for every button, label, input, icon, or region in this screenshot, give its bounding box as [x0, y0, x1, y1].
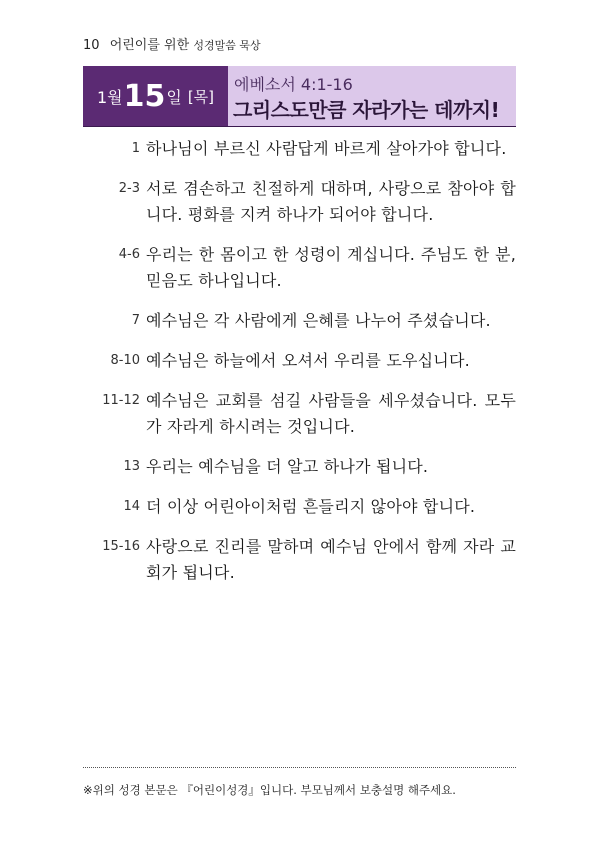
passage-reference: 에베소서 4:1-16: [234, 75, 353, 94]
book-title: 어린이를 위한: [109, 38, 190, 53]
verse-text: 우리는 한 몸이고 한 성령이 계십니다. 주님도 한 분, 믿음도 하나입니다.: [146, 245, 516, 290]
footnote: ※위의 성경 본문은 『어린이성경』입니다. 부모님께서 보충설명 해주세요.: [83, 783, 456, 797]
verse-number: 14: [123, 499, 140, 514]
verse-number: 11-12: [102, 393, 140, 408]
verse-text: 우리는 예수님을 더 알고 하나가 됩니다.: [146, 457, 429, 476]
passage-title: 그리스도만큼 자라가는 데까지!: [233, 98, 500, 122]
title-box: [228, 66, 516, 126]
verse-number: 13: [123, 459, 140, 474]
date-day-unit: 일: [166, 87, 182, 107]
verse-text: 사랑으로 진리를 말하며 예수님 안에서 함께 자라 교회가 됩니다.: [146, 537, 516, 582]
verse-item: [83, 308, 516, 334]
verse-number: 8-10: [110, 353, 140, 368]
verse-item: [83, 494, 516, 520]
date-day: 15: [123, 78, 166, 114]
verse-item: [83, 348, 516, 374]
date-month: 1월: [96, 87, 123, 107]
verse-list: [83, 136, 516, 600]
verse-item: [83, 454, 516, 480]
verse-number: 1: [131, 141, 140, 156]
page-number: 10: [83, 38, 100, 53]
devotion-header: [83, 66, 516, 127]
verse-text: 예수님은 각 사람에게 은혜를 나누어 주셨습니다.: [146, 311, 491, 330]
date-weekday: [목]: [187, 87, 215, 106]
verse-text: 하나님이 부르신 사람답게 바르게 살아가야 합니다.: [146, 139, 507, 158]
verse-item: [83, 388, 516, 440]
verse-item: [83, 176, 516, 228]
verse-text: 예수님은 교회를 섬길 사람들을 세우셨습니다. 모두가 자라게 하시려는 것입니다.: [146, 391, 516, 436]
verse-item: [83, 136, 516, 162]
verse-text: 서로 겸손하고 친절하게 대하며, 사랑으로 참아야 합니다. 평화를 지켜 하나가 되어야 합니다.: [146, 179, 516, 224]
verse-number: 2-3: [118, 181, 140, 196]
verse-item: [83, 242, 516, 294]
footer-divider: [83, 767, 516, 768]
verse-number: 15-16: [102, 539, 140, 554]
date-box: [83, 66, 228, 126]
verse-number: 7: [131, 313, 140, 328]
verse-number: 4-6: [118, 247, 140, 262]
verse-item: [83, 534, 516, 586]
running-head: [83, 34, 261, 53]
book-subtitle: 성경말씀 묵상: [193, 39, 261, 52]
verse-text: 더 이상 어린아이처럼 흔들리지 않아야 합니다.: [146, 497, 476, 516]
verse-text: 예수님은 하늘에서 오셔서 우리를 도우십니다.: [146, 351, 470, 370]
